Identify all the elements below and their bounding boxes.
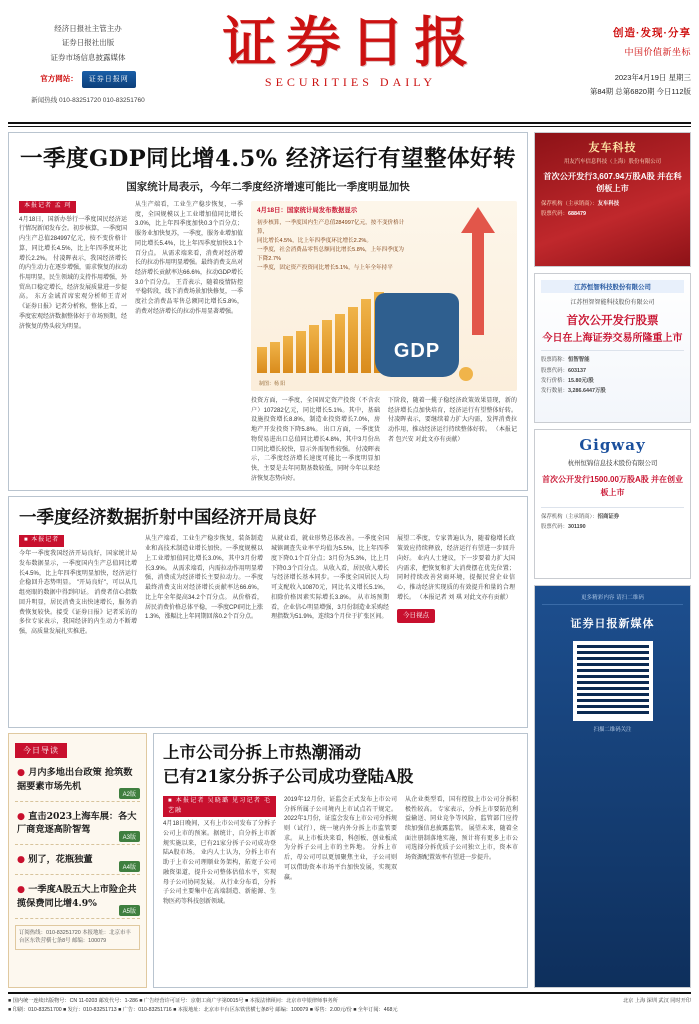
bullet-icon: ●	[17, 883, 26, 895]
second-text-1: 今年一季度我国经济开局良好，国家统计局发布数据显示，一季度国内生产总值同比增长4.5%，比上年四季度明显加快，经济运行企稳回升态势明显。 "开局良好"，可以从几组亮眼的数据中得到印证。 消费者信心指数回升明显，居民消费支出快速增长，服务消费恢复较快。接受《证券日报》记者采访的多位专家表示，我国经济的内生动力不断增强，高质量发展扎实推进。	[19, 551, 137, 635]
lead-text-1: 4月18日，国新办举行一季度国民经济运行情况新闻发布会。初步核算，一季度国内生产总值284997亿元，按不变价格计算，同比增长4.5%，比上年四季度环比增长2.2%。 付凌晖表示，我国经济增长的内生动力在逐步增强，需求恢复的拉动作用明显，民生领域的支持作用增强，外贸出口稳定增长，经济发展质量进一步提高。 东方金诚首席宏观分析师王青对《证券日报》记者分析称，整体上看，一季度宏观经济数据整体好于市场预期，经济恢复的势头较为明显。	[19, 216, 128, 330]
lead-headline: 一季度GDP同比增4.5% 经济运行有望整体好转	[19, 146, 516, 172]
page-badge: A2版	[119, 788, 140, 799]
lead-subhead: 国家统计局表示，今年二季度经济增速可能比一季度明显加快	[126, 181, 410, 193]
infographic-credit: 制图：杨 阳	[259, 381, 286, 387]
ad-hengli[interactable]	[534, 273, 691, 423]
bullet-icon: ●	[17, 810, 26, 822]
infographic-line-3: 一季度，社会消费品零售总额同比增长5.8%，上年四季度为下降2.7%	[257, 247, 405, 262]
ad-hengli-val2: 603137	[567, 367, 586, 374]
money-bag-icon	[375, 293, 459, 377]
lead-infographic	[251, 201, 517, 484]
highlight-text: 月内多地出台政策 抢筑数据要素市场先机	[17, 767, 133, 792]
ad-youche-logo: 友车科技	[588, 141, 637, 154]
second-column-4	[397, 535, 515, 637]
ad-gigway-details: 保荐机构（主承销商）：招商证券 股票代码：301190	[541, 507, 684, 533]
ad-hengli-val1: 恒智智能	[567, 357, 590, 364]
masthead-left-info	[8, 0, 168, 107]
highlights-header: 今日导读	[15, 743, 67, 758]
todays-highlights	[8, 733, 147, 988]
ad-hengli-val4: 3,286.6447万股	[567, 388, 606, 395]
second-headline: 一季度经济数据折射中国经济开局良好	[19, 508, 317, 529]
infographic-line-1: 初步核算，一季度国内生产总值284997亿元，按不变价格计算，	[257, 220, 405, 236]
footer-right: 北京 上海 深圳 武汉 同时开印	[622, 998, 691, 1004]
ad-hengli-company: 江苏恒智智能科技股份有限公司	[570, 300, 655, 306]
third-column-3: 从企业类型看，国有控股上市公司分拆积极性较高。 专家表示，分拆上市要防范利益输送、同业竞争等风险，监管部门应持续加强信息披露监管。 展望未来，随着全面注册制落地实施，预计将有更多上市公司选择分拆优质子公司独立上市，资本市场资源配置效率有望进一步提升。	[405, 796, 518, 862]
ad-youche-company: 用友汽车信息科技（上海）股份有限公司	[563, 159, 662, 165]
ad-youche[interactable]	[534, 132, 691, 267]
third-column-2: 2019年12月份，证监会正式发布上市公司分拆所属子公司境内上市试点若干规定。2022年1月份，证监会发布上市公司分拆规则（试行），统一境内外分拆上市监管要求。 从上市板块来看，科创板、创业板成为分拆子公司上市的主阵地。 分拆上市后，母公司可以更加聚焦主业，子公司则可以借助资本市场平台加快发展，实现双赢。	[284, 796, 397, 881]
second-column-2: 从生产端看，工业生产稳步恢复，装备制造业和高技术制造业增长加快。一季度规模以上工业增加值同比增长3.0%，其中3月份增长3.9%。 从需求端看，内需拉动作用明显增强，消费成为经济增长主要拉动力。一季度最终消费支出对经济增长贡献率达66.6%，比上年全年提高34.2个百分点。 从价格看，居民消费价格总体平稳，一季度CPI同比上涨1.3%，涨幅比上年同期回落0.2个百分点。	[145, 536, 264, 621]
ad-hengli-key3: 发行价格	[541, 377, 563, 384]
ad-youche-details: 保荐机构（主承销商）：友车科技 股票代码：688479	[541, 200, 620, 217]
lead-column-3: 投资方面，一季度，全国固定资产投资（不含农户）107282亿元，同比增长5.1%。其中，基础设施投资增长8.8%，制造业投资增长7.0%，房地产开发投资下降5.8%。 出口方面，一季度货物贸易进出口总值同比增长4.8%，其中3月份出口同比增长较快，显示外需韧性较强。 付凌晖表示，二季度经济增长速度可能比一季度明显加快，主要是去年同期基数较低，同时今年以来经济恢复态势向好。	[251, 398, 380, 482]
issue-number: 第84期 总第6820期 今日112版	[589, 87, 691, 97]
masthead-right-info	[533, 0, 691, 100]
masthead	[8, 0, 691, 120]
footer-line-2: ■ 印刷：010-83251700 ■ 发行：010-83251713 ■ 广告：010-83251716 ■ 本报地址：北京市丰台区东铁营横七条8号 邮编：100079 ■ 零售：2.00元/份 ■ 全年订阅：468元	[8, 1006, 398, 1013]
ad-youche-val2: 688479	[567, 210, 586, 217]
official-site	[8, 71, 168, 88]
infographic-title: 4月18日：国家统计局发布数据显示	[257, 207, 358, 214]
list-item[interactable]	[15, 875, 140, 919]
ad-hengli-key4: 发行数量	[541, 388, 563, 395]
publisher-line-1: 经济日报社主管主办	[54, 24, 122, 33]
third-columns	[163, 796, 518, 908]
coin-icon	[459, 367, 473, 381]
third-article	[153, 733, 528, 988]
bullet-icon: ●	[17, 854, 26, 866]
list-item[interactable]	[15, 802, 140, 846]
byline-tag: 本报记者 孟 珂	[19, 201, 76, 213]
ad-gigway-headline: 首次公开发行1500.00万股A股 并在创业板上市	[542, 475, 683, 497]
page-footer	[8, 992, 691, 1015]
ad-gigway-key2: 股票代码	[541, 523, 563, 530]
news-hotline: 新闻热线 010-83251720 010-83251760	[31, 97, 145, 105]
infographic-caption	[257, 206, 407, 273]
ad-hengli-key1: 股票简称	[541, 357, 563, 364]
page-badge: A5版	[119, 905, 140, 916]
gdp-label: GDP	[393, 340, 441, 362]
ad-newmedia-title: 证券日报新媒体	[570, 617, 655, 630]
bottom-section	[8, 733, 528, 988]
highlight-text: 别了，花瓶独董	[28, 854, 93, 866]
site-badge[interactable]: 证券日报网	[82, 71, 136, 88]
highlight-text: 一季度A股五大上市险企共揽保费同比增4.9%	[17, 883, 137, 909]
third-text-1: 4月18日晚间，又有上市公司发布了分拆子公司上市的预案。据统计，自分拆上市新规实施以来，已有21家分拆子公司成功登陆A股市场。 业内人士认为，分拆上市有助于上市公司理顺业务架构，拓宽子公司融资渠道，提升公司整体估值水平，实现母子公司协同发展。 从行业分布看，分拆子公司主要集中在高端制造、新能源、生物医药等科技创新领域。	[163, 821, 276, 906]
second-byline: ■ 本报记者	[19, 535, 64, 547]
ad-gigway-val2: 301190	[567, 523, 586, 530]
footer-row	[8, 997, 691, 1015]
lead-column-4: 下阶段，随着一揽子稳经济政策效果显现，新的经济增长点加快培育，经济运行有望整体好转。 付凌晖表示，要继续着力扩大内需，发挥消费拉动作用，推动经济运行持续整体好转。 （本报记者 包兴安 对此文亦有贡献）	[388, 398, 517, 443]
page-badge: A4版	[119, 861, 140, 872]
publisher-line-3: 证券市场信息披露媒体	[50, 52, 126, 62]
ad-youche-key1: 保荐机构（主承销商）	[541, 200, 593, 207]
ad-hengli-subheadline: 今日在上海证券交易所隆重上市	[542, 333, 683, 345]
list-item[interactable]	[15, 845, 140, 875]
footer-left	[8, 997, 528, 1015]
lead-column-2	[135, 201, 243, 484]
lead-column-1	[19, 201, 127, 484]
third-headline-line1: 上市公司分拆上市热潮涌动	[163, 743, 361, 762]
main-column	[8, 132, 528, 988]
masthead-rule	[8, 122, 691, 127]
lead-body	[19, 201, 517, 484]
lead-text-2: 从生产端看，工业生产稳步恢复，一季度，全国规模以上工业增加值同比增长3.0%，比上年四季度加快0.3个百分点；服务业加快复苏，一季度，服务业增加值同比增长5.4%，比上年四季度加快3.1个百分点。 从需求端来看，消费对经济增长的拉动作用明显增强。最终消费支出对经济增长贡献率达66.6%，拉动GDP增长3.0个百分点。 王青表示，随着疫情防控平稳转段，线下消费场景加快修复，一季度社会消费品零售总额同比增长5.8%，消费对经济增长的拉动作用显著增强。	[135, 202, 244, 315]
ad-youche-key2: 股票代码	[541, 210, 563, 217]
paper-title-en: SECURITIES DAILY	[264, 74, 437, 89]
infographic-bars	[257, 281, 384, 373]
qr-code-icon[interactable]	[573, 641, 653, 721]
second-column-1	[19, 535, 137, 637]
second-article	[8, 496, 528, 728]
list-item[interactable]	[15, 758, 140, 802]
page-badge: A3版	[119, 831, 140, 842]
infographic-line-2: 同比增长4.5%，比上年四季度环比增长2.2%。	[257, 238, 373, 245]
lead-lower-columns	[251, 397, 517, 484]
ad-gigway[interactable]	[534, 429, 691, 579]
slogan-secondary: 中国价值新坐标	[624, 46, 691, 57]
second-text-4: 展望二季度，专家普遍认为，随着稳增长政策效应持续释放，经济运行有望进一步回升向好。 业内人士建议，下一步要着力扩大国内需求，把恢复和扩大消费摆在优先位置；同时持续改善营商环境，提振民营企业信心，推动经济实现质的有效提升和量的合理增长。 （本报记者 刘 琪 对此文亦有贡献）	[397, 536, 515, 601]
page-body	[8, 132, 691, 988]
ad-hengli-details: 股票简称：恒智智能 股票代码：603137 发行价格：15.80元/股 发行数量：3,286.6447万股	[541, 350, 684, 396]
highlight-text: 直击2023上海车展：各大厂商竞逐高阶智驾	[17, 810, 137, 836]
third-headline-line2: 已有21家分拆子公司成功登陆A股	[163, 766, 414, 786]
slogan-primary: 创造·发现·分享	[613, 27, 691, 39]
bullet-icon: ●	[17, 767, 26, 778]
ad-newmedia-caption: 扫描二维码关注	[593, 727, 632, 733]
masthead-title-block	[168, 0, 533, 90]
second-columns	[19, 535, 517, 637]
ad-gigway-logo: Gigway	[579, 436, 646, 454]
ad-hengli-brand: 江苏恒智科技股份有限公司	[541, 280, 684, 293]
ad-newmedia-header: 更多精彩内容 请扫二维码	[542, 593, 683, 605]
footer-line-1: ■ 国内统一连续出版物号：CN 11-0203 邮发代号：1-286 ■ 广告经营许可证号：京朝工商广字第0015号 ■ 本报法律顾问：北京市中银律师事务所	[8, 998, 338, 1004]
growth-arrow-stem	[472, 231, 484, 335]
growth-arrow-icon	[461, 207, 495, 233]
lead-article	[8, 132, 528, 491]
ad-gigway-val1: 招商证券	[597, 513, 620, 520]
ad-hengli-val3: 15.80元/股	[567, 377, 594, 384]
publisher-line-2: 证券日报社出版	[61, 38, 115, 48]
advertisement-column	[534, 132, 691, 988]
third-byline: ■ 本报记者 吴晓璐 见习记者 毛艺融	[163, 796, 276, 817]
infographic-line-4: 一季度，固定资产投资同比增长5.1%，与上年全年持平	[257, 264, 393, 271]
issue-date: 2023年4月19日 星期三	[614, 73, 691, 83]
infographic-box	[251, 201, 517, 391]
ad-youche-headline: 首次公开发行3,607.94万股A股 并在科创板上市	[543, 172, 682, 194]
ad-hengli-headline: 首次公开发行股票	[566, 313, 659, 327]
paper-title: 证券日报	[222, 10, 479, 74]
viewpoint-stamp: 今日视点	[397, 609, 435, 624]
second-column-3: 从就业看，就业形势总体改善。一季度全国城镇调查失业率平均值为5.5%，比上年四季度下降0.1个百分点；3月份为5.3%，比上月下降0.3个百分点。 从收入看，居民收入增长与经济增长基本同步。一季度全国居民人均可支配收入10870元，同比名义增长5.1%，扣除价格因素实际增长3.8%。 从市场预期看，企业信心明显增强，3月份制造业采购经理指数为51.9%，连续3个月位于扩张区间。	[271, 536, 390, 621]
ad-hengli-key2: 股票代码	[541, 367, 563, 374]
ad-youche-val1: 友车科技	[597, 200, 620, 207]
site-label: 官方网站：	[40, 74, 78, 84]
ad-newmedia[interactable]	[534, 585, 691, 988]
third-column-1	[163, 796, 276, 908]
ad-gigway-key1: 保荐机构（主承销商）	[541, 513, 593, 520]
highlights-footer: 订阅热线：010-83251720 本报地址：北京市丰台区东铁营横七条8号 邮编：100079	[15, 925, 140, 950]
ad-gigway-company: 杭州恒锦信息技术股份有限公司	[567, 460, 658, 467]
